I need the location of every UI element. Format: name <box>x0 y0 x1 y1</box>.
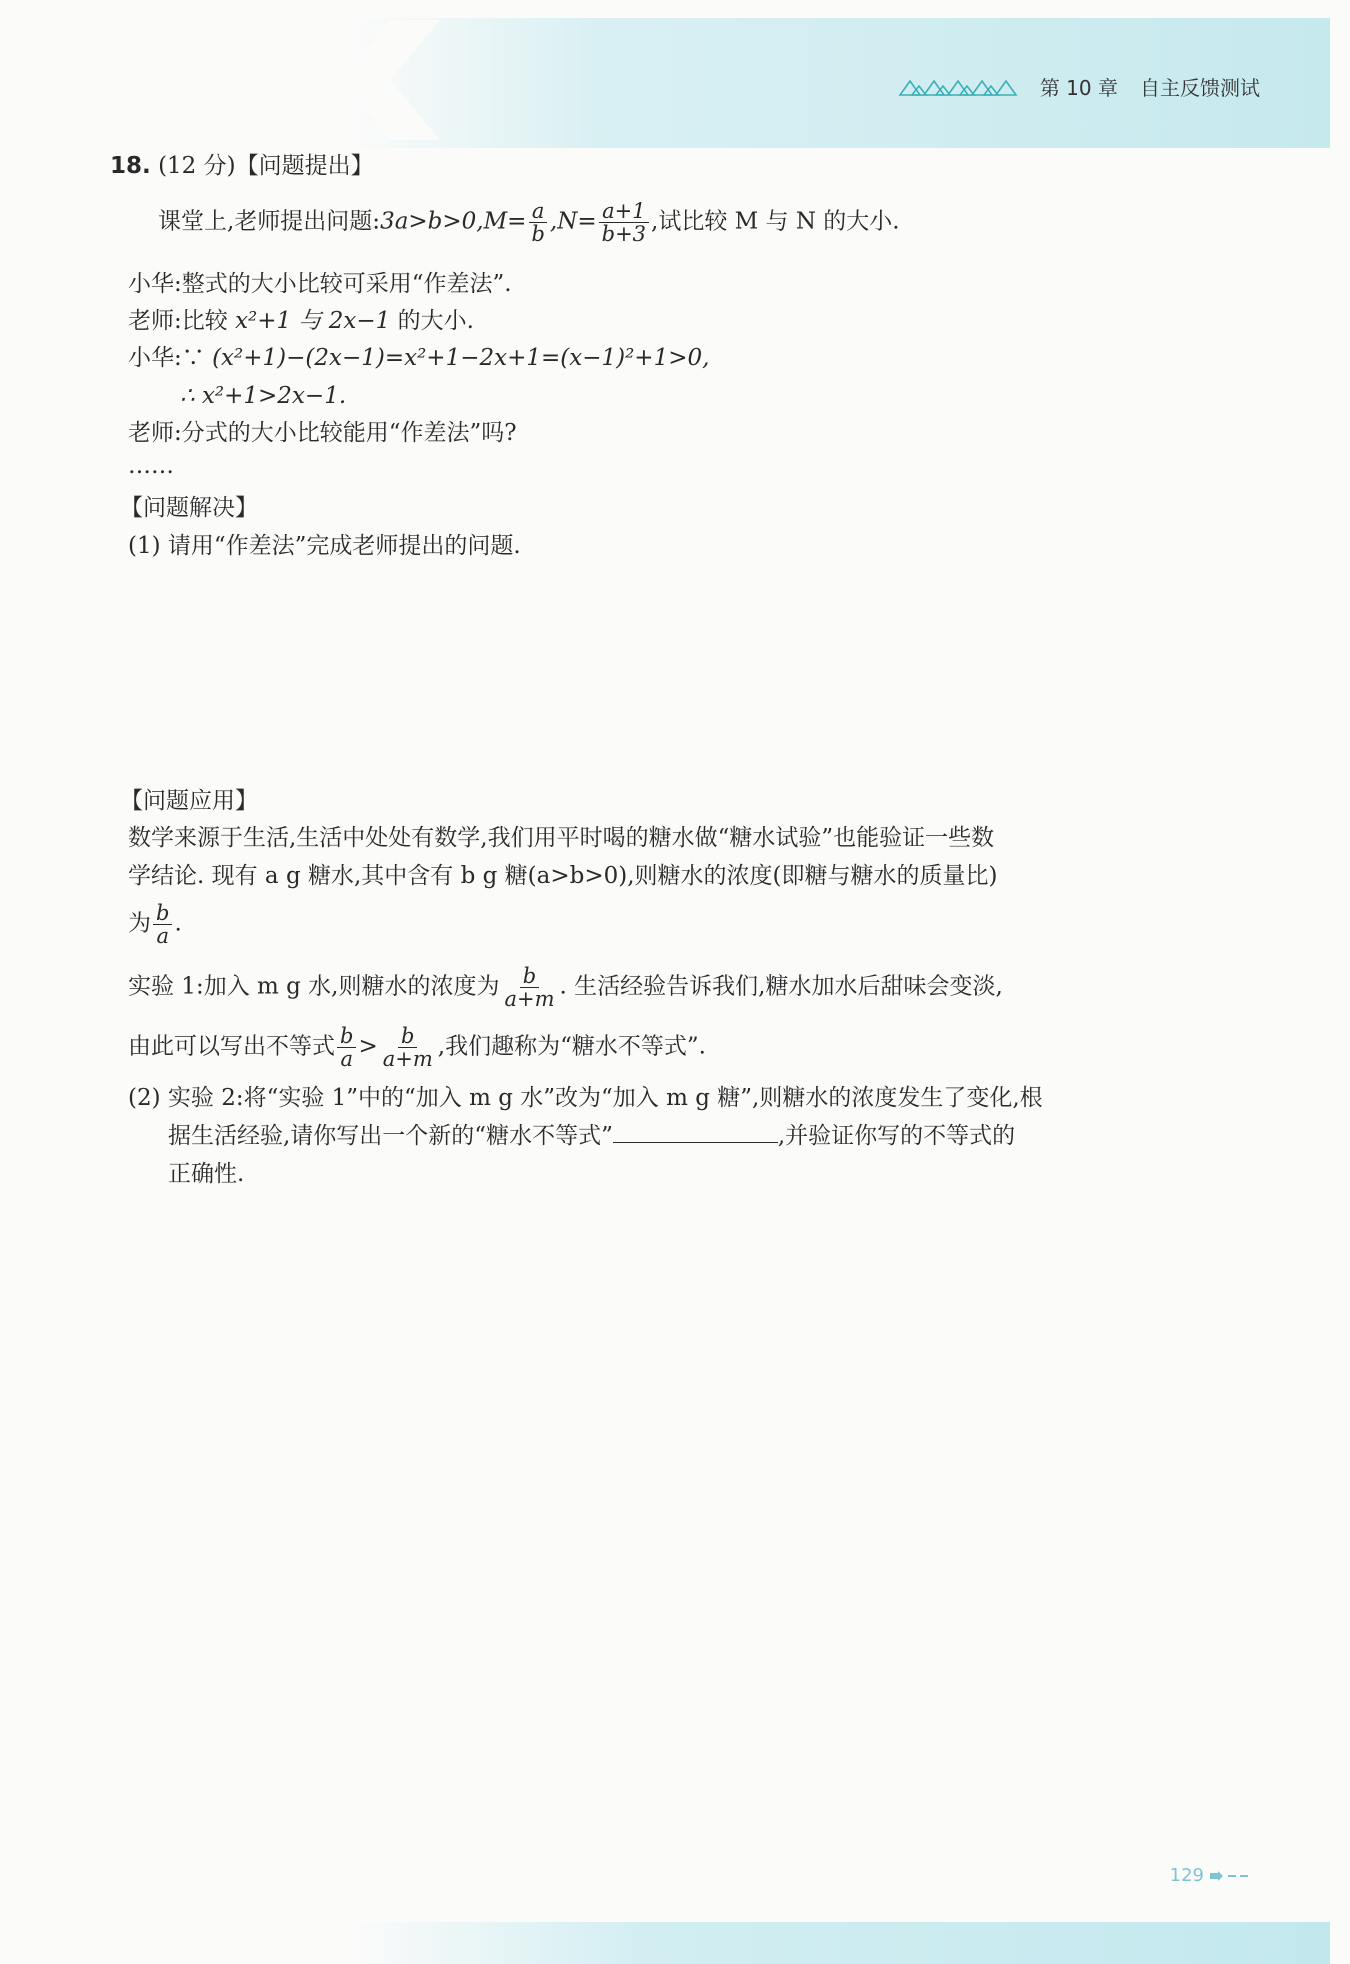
application-line-2: 学结论. 现有 a g 糖水,其中含有 b g 糖(a>b>0),则糖水的浓度(即糖与糖水的质量比) <box>128 863 998 889</box>
fraction-M-denominator: b <box>531 222 545 247</box>
dialogue-line-1: 小华:整式的大小比较可采用“作差法”. <box>128 271 512 297</box>
experiment-1-suffix: . 生活经验告诉我们,糖水加水后甜味会变淡, <box>559 973 1003 1000</box>
question-number: 18. <box>110 153 151 179</box>
dialogue-line-4: ∴ x²+1>2x−1. <box>180 383 347 409</box>
part-1-prompt: (1) 请用“作差法”完成老师提出的问题. <box>128 533 521 559</box>
part-2-line-3: 正确性. <box>168 1161 245 1187</box>
dialogue-3-prefix: 小华:∵ <box>128 345 213 371</box>
part-2-prefix: 据生活经验,请你写出一个新的“糖水不等式” <box>168 1123 613 1149</box>
page-number-label: 129 <box>1169 1865 1204 1886</box>
inequality-sign: > <box>358 1033 378 1060</box>
fraction-N-denominator: b+3 <box>601 222 647 247</box>
fraction-experiment-1 <box>501 965 557 1010</box>
page-number <box>1170 1865 1250 1886</box>
fraction-concentration <box>153 902 172 947</box>
inequality-suffix: ,我们趣称为“糖水不等式”. <box>437 1033 706 1060</box>
heading-problem-raised: 【问题提出】 <box>235 153 374 179</box>
part-2-line-2 <box>168 1120 1015 1153</box>
fraction-exp1-numerator: b <box>520 965 539 988</box>
N-label: ,N= <box>549 208 597 235</box>
chapter-label: 第 10 章 <box>1039 76 1118 100</box>
fraction-right-denominator: a+m <box>382 1047 433 1072</box>
question-title <box>110 150 374 183</box>
answer-blank[interactable] <box>613 1122 778 1143</box>
footer-band <box>350 1922 1330 1964</box>
fraction-M <box>528 200 547 245</box>
arrow-right-icon <box>1210 1871 1250 1881</box>
fraction-left-numerator: b <box>337 1025 356 1048</box>
inequality-prefix: 由此可以写出不等式 <box>128 1033 335 1060</box>
intro-condition: 3a>b>0,M= <box>380 208 527 235</box>
inequality-line <box>128 1025 706 1070</box>
dialogue-2-prefix: 老师:比较 <box>128 308 236 334</box>
fraction-inequality-left <box>337 1025 356 1070</box>
question-score: (12 分) <box>158 153 236 179</box>
fraction-exp1-denominator: a+m <box>504 987 555 1012</box>
dialogue-2-expression: x²+1 与 2x−1 <box>235 308 391 334</box>
fraction-left-denominator: a <box>340 1047 353 1072</box>
fraction-N <box>599 200 649 245</box>
experiment-1-prefix: 实验 1:加入 m g 水,则糖水的浓度为 <box>128 973 500 1000</box>
dialogue-line-2 <box>128 305 474 338</box>
fraction-N-numerator: a+1 <box>599 200 648 223</box>
fraction-concentration-denominator: a <box>156 924 169 949</box>
fraction-M-numerator: a <box>529 200 548 223</box>
intro-line <box>158 200 900 245</box>
heading-problem-application: 【问题应用】 <box>120 788 258 814</box>
intro-prefix: 课堂上,老师提出问题: <box>158 208 381 235</box>
part-2-line-1: (2) 实验 2:将“实验 1”中的“加入 m g 水”改为“加入 m g 糖”,则糖水的浓度发生了变化,根 <box>128 1085 1043 1111</box>
experiment-1-line <box>128 965 1003 1010</box>
application-line-3 <box>128 902 182 947</box>
dialogue-line-3 <box>128 342 709 375</box>
mountain-triangles-icon <box>898 77 1018 97</box>
ellipsis: …… <box>128 453 174 479</box>
heading-problem-solving: 【问题解决】 <box>120 495 258 521</box>
dialogue-2-suffix: 的大小. <box>390 308 474 334</box>
fraction-concentration-numerator: b <box>153 902 172 925</box>
application-line-1: 数学来源于生活,生活中处处有数学,我们用平时喝的糖水做“糖水试验”也能验证一些数 <box>128 825 995 851</box>
application-3-suffix: . <box>174 910 182 937</box>
application-3-prefix: 为 <box>128 910 151 937</box>
part-2-suffix: ,并验证你写的不等式的 <box>777 1123 1016 1149</box>
page-header <box>898 72 1260 101</box>
fraction-inequality-right <box>380 1025 436 1070</box>
section-label: 自主反馈测试 <box>1140 76 1260 100</box>
dialogue-3-expression: (x²+1)−(2x−1)=x²+1−2x+1=(x−1)²+1>0, <box>212 345 710 371</box>
fraction-right-numerator: b <box>398 1025 417 1048</box>
dialogue-line-5: 老师:分式的大小比较能用“作差法”吗? <box>128 420 517 446</box>
intro-suffix: ,试比较 M 与 N 的大小. <box>651 208 900 235</box>
chevron-decoration-icon <box>330 10 450 150</box>
